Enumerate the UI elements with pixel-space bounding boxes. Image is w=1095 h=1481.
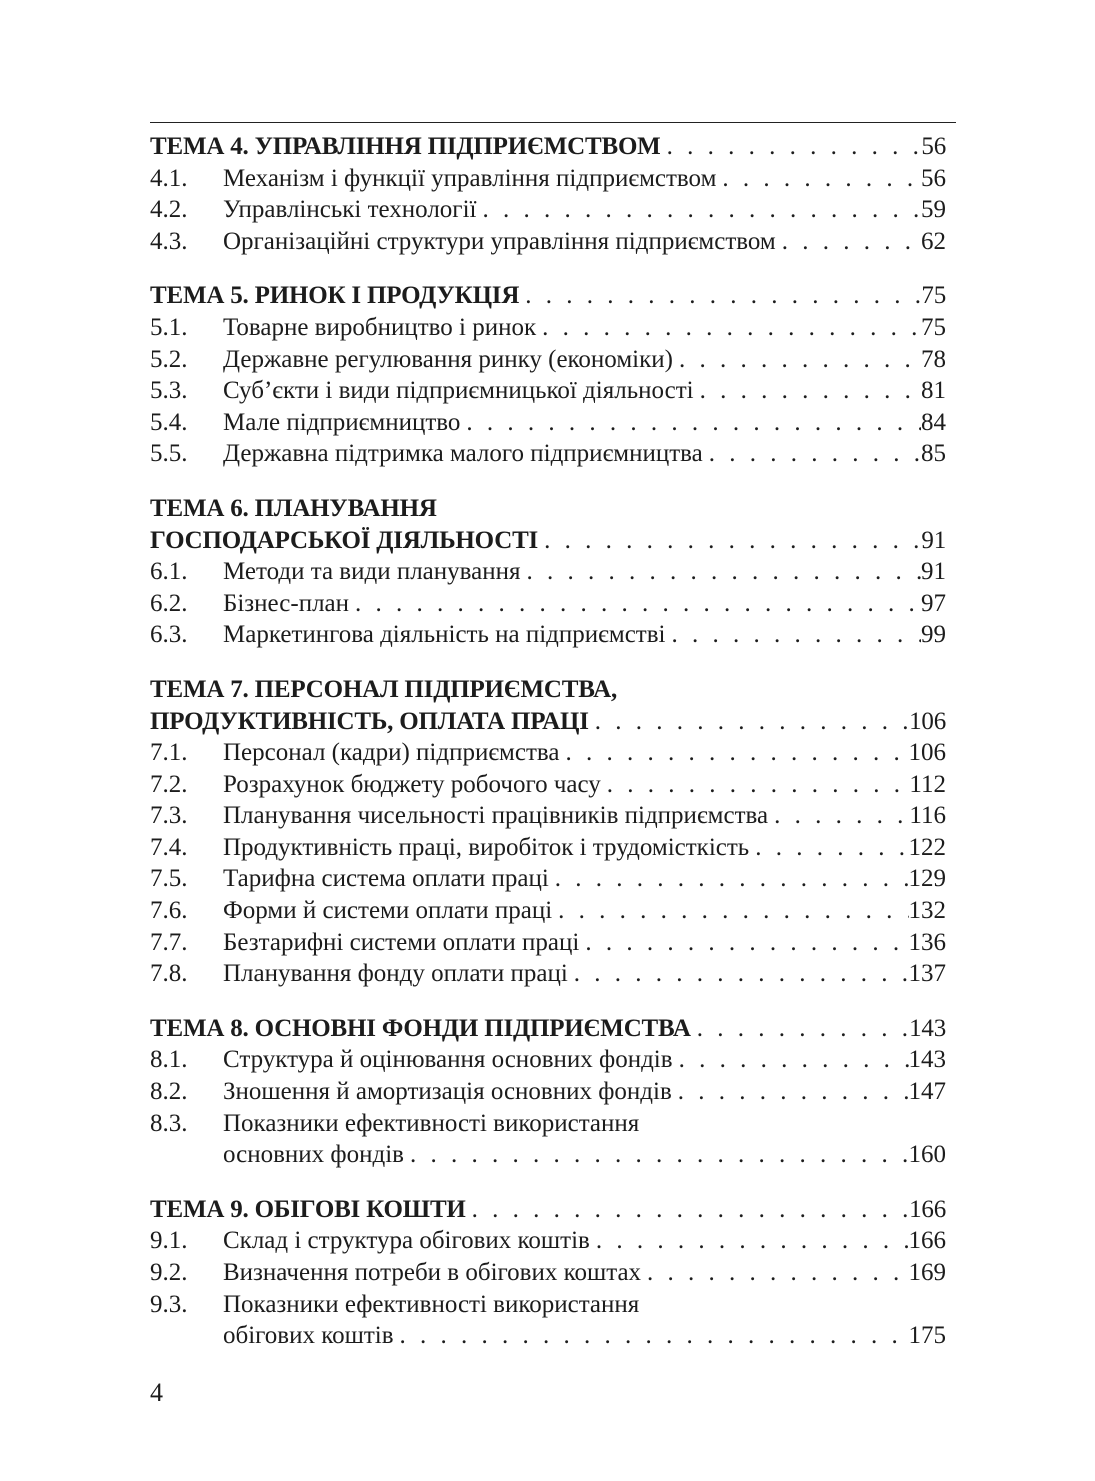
dot-leader bbox=[703, 438, 921, 470]
entry-title: Планування чисельності працівників підприємства bbox=[223, 802, 769, 830]
toc-entry[interactable] bbox=[150, 800, 946, 832]
entry-number: 5.4. bbox=[150, 408, 188, 436]
entry-number: 6.2. bbox=[150, 589, 188, 617]
toc-entry[interactable] bbox=[150, 588, 946, 620]
toc-entry[interactable] bbox=[150, 863, 946, 895]
section-tema-5 bbox=[150, 280, 946, 470]
dot-leader bbox=[538, 525, 921, 557]
section-heading[interactable] bbox=[150, 706, 946, 738]
toc-entry[interactable] bbox=[150, 769, 946, 801]
dot-leader bbox=[590, 1225, 909, 1257]
section-title: ТЕМА 4. УПРАВЛІННЯ ПІДПРИЄМСТВОМ bbox=[150, 133, 661, 160]
dot-leader bbox=[552, 895, 908, 927]
dot-leader bbox=[460, 407, 921, 439]
entry-title: Планування фонду оплати праці bbox=[223, 960, 568, 988]
entry-number: 6.1. bbox=[150, 558, 188, 586]
page-ref: 78 bbox=[921, 345, 946, 373]
entry-number: 8.3. bbox=[150, 1109, 188, 1137]
entry-title: Безтарифні системи оплати праці bbox=[223, 928, 580, 956]
page-ref: 137 bbox=[908, 960, 946, 988]
section-title: ТЕМА 5. РИНОК І ПРОДУКЦІЯ bbox=[150, 282, 520, 310]
entry-number: 5.3. bbox=[150, 377, 188, 405]
entry-number: 8.2. bbox=[150, 1078, 188, 1106]
page-ref: 85 bbox=[921, 440, 946, 468]
entry-title: Мале підприємництво bbox=[223, 408, 461, 436]
toc-entry[interactable] bbox=[150, 226, 946, 258]
page-ref: 91 bbox=[921, 526, 946, 554]
entry-title: Суб’єкти і види підприємницької діяльності bbox=[223, 377, 694, 405]
entry-number: 7.1. bbox=[150, 739, 188, 767]
dot-leader bbox=[349, 588, 921, 620]
section-title: ТЕМА 9. ОБІГОВІ КОШТИ bbox=[150, 1195, 466, 1223]
toc-entry[interactable] bbox=[150, 1289, 946, 1321]
toc-entry[interactable] bbox=[150, 832, 946, 864]
entry-number: 7.7. bbox=[150, 928, 188, 956]
entry-number: 4.1. bbox=[150, 164, 188, 192]
page-ref: 160 bbox=[908, 1141, 946, 1169]
entry-title: Показники ефективності використання bbox=[223, 1109, 640, 1137]
top-rule bbox=[150, 122, 956, 123]
page-ref: 56 bbox=[921, 133, 946, 160]
entry-number: 5.5. bbox=[150, 440, 188, 468]
dot-leader bbox=[466, 1194, 909, 1226]
entry-title: Бізнес-план bbox=[223, 589, 350, 617]
page-ref: 106 bbox=[909, 707, 946, 735]
toc-entry[interactable] bbox=[150, 556, 946, 588]
section-heading-line[interactable] bbox=[150, 674, 946, 706]
section-tema-7 bbox=[150, 674, 946, 990]
page-ref: 99 bbox=[921, 621, 946, 649]
page-ref: 75 bbox=[921, 313, 946, 341]
entry-number: 9.3. bbox=[150, 1290, 188, 1318]
toc-entry[interactable] bbox=[150, 407, 946, 439]
toc-entry[interactable] bbox=[150, 194, 946, 226]
section-title: ТЕМА 6. ПЛАНУВАННЯ bbox=[150, 494, 437, 522]
page-ref: 143 bbox=[908, 1046, 946, 1074]
page-ref: 175 bbox=[908, 1322, 946, 1350]
page-ref: 59 bbox=[921, 196, 946, 224]
page-ref: 132 bbox=[908, 897, 946, 925]
page-ref: 75 bbox=[921, 282, 946, 310]
dot-leader bbox=[568, 958, 909, 990]
dot-leader bbox=[519, 280, 921, 312]
dot-leader bbox=[476, 194, 921, 226]
entry-title: Склад і структура обігових коштів bbox=[223, 1227, 590, 1255]
section-title: ТЕМА 8. ОСНОВНІ ФОНДИ ПІДПРИЄМСТВА bbox=[150, 1014, 691, 1042]
section-title: ПРОДУКТИВНІСТЬ, ОПЛАТА ПРАЦІ bbox=[150, 707, 589, 735]
dot-leader bbox=[694, 375, 921, 407]
entry-number: 6.3. bbox=[150, 621, 188, 649]
dot-leader bbox=[665, 619, 921, 651]
page-number: 4 bbox=[150, 1378, 163, 1407]
toc-entry[interactable] bbox=[150, 1076, 946, 1108]
toc-entry[interactable] bbox=[150, 958, 946, 990]
entry-number: 7.6. bbox=[150, 897, 188, 925]
page-ref: 112 bbox=[909, 770, 946, 798]
page-ref: 81 bbox=[921, 377, 946, 405]
toc-entry[interactable] bbox=[150, 1257, 946, 1289]
page-ref: 91 bbox=[921, 558, 946, 586]
section-tema-4 bbox=[150, 131, 946, 257]
entry-title: Персонал (кадри) підприємства bbox=[223, 739, 560, 767]
entry-title: Показники ефективності використання bbox=[223, 1290, 640, 1318]
toc-entry[interactable] bbox=[150, 927, 946, 959]
entry-number: 7.8. bbox=[150, 960, 188, 988]
section-heading-line[interactable] bbox=[150, 493, 946, 525]
entry-title: Структура й оцінювання основних фондів bbox=[223, 1046, 673, 1074]
toc-entry[interactable] bbox=[150, 375, 946, 407]
dot-leader bbox=[549, 863, 909, 895]
page-ref: 147 bbox=[908, 1078, 946, 1106]
dot-leader bbox=[536, 312, 921, 344]
dot-leader bbox=[749, 832, 908, 864]
page-ref: 106 bbox=[908, 739, 946, 767]
entry-title: Маркетингова діяльність на підприємстві bbox=[223, 621, 666, 649]
entry-number: 9.1. bbox=[150, 1227, 188, 1255]
entry-title: Державне регулювання ринку (економіки) bbox=[223, 345, 673, 373]
dot-leader bbox=[579, 927, 908, 959]
table-of-contents bbox=[150, 131, 946, 1375]
toc-entry[interactable] bbox=[150, 312, 946, 344]
dot-leader bbox=[716, 163, 921, 195]
toc-entry[interactable] bbox=[150, 344, 946, 376]
toc-entry[interactable] bbox=[150, 737, 946, 769]
entry-title: Товарне виробництво і ринок bbox=[223, 313, 537, 341]
toc-entry[interactable] bbox=[150, 163, 946, 195]
dot-leader bbox=[521, 556, 922, 588]
section-heading[interactable] bbox=[150, 525, 946, 557]
section-heading[interactable] bbox=[150, 1194, 946, 1226]
toc-entry-continuation[interactable] bbox=[150, 1320, 946, 1352]
entry-title: Механізм і функції управління підприємством bbox=[223, 164, 717, 192]
entry-number: 4.3. bbox=[150, 227, 188, 255]
toc-entry[interactable] bbox=[150, 619, 946, 651]
toc-entry[interactable] bbox=[150, 1225, 946, 1257]
dot-leader bbox=[601, 769, 910, 801]
page-ref: 116 bbox=[909, 802, 946, 830]
section-tema-6 bbox=[150, 493, 946, 651]
dot-leader bbox=[673, 1044, 909, 1076]
entry-number: 4.2. bbox=[150, 196, 188, 224]
dot-leader bbox=[559, 737, 908, 769]
page-ref: 166 bbox=[908, 1227, 946, 1255]
section-heading[interactable] bbox=[150, 1013, 946, 1045]
page-ref: 84 bbox=[921, 408, 946, 436]
page-ref: 129 bbox=[908, 865, 946, 893]
page-ref: 143 bbox=[909, 1014, 946, 1042]
dot-leader bbox=[691, 1013, 909, 1045]
entry-number: 5.2. bbox=[150, 345, 188, 373]
section-heading[interactable] bbox=[150, 280, 946, 312]
entry-number: 5.1. bbox=[150, 313, 188, 341]
entry-title: основних фондів bbox=[223, 1141, 404, 1169]
entry-title: Розрахунок бюджету робочого часу bbox=[223, 770, 601, 798]
toc-entry[interactable] bbox=[150, 1108, 946, 1140]
page-ref: 122 bbox=[908, 833, 946, 861]
page-ref: 62 bbox=[921, 227, 946, 255]
toc-entry-continuation[interactable] bbox=[150, 1139, 946, 1171]
dot-leader bbox=[394, 1320, 909, 1352]
dot-leader bbox=[673, 344, 921, 376]
page-ref: 169 bbox=[908, 1259, 946, 1286]
page-ref: 56 bbox=[921, 164, 946, 192]
entry-number: 9.2. bbox=[150, 1259, 188, 1286]
entry-title: Державна підтримка малого підприємництва bbox=[223, 440, 703, 468]
section-heading[interactable] bbox=[150, 131, 946, 163]
entry-number: 7.4. bbox=[150, 833, 188, 861]
entry-title: Методи та види планування bbox=[223, 558, 521, 586]
entry-title: Управлінські технології bbox=[223, 196, 477, 224]
toc-entry[interactable] bbox=[150, 438, 946, 470]
dot-leader bbox=[404, 1139, 909, 1171]
entry-title: Продуктивність праці, виробіток і трудомісткість bbox=[223, 833, 750, 861]
dot-leader bbox=[672, 1076, 909, 1108]
dot-leader bbox=[589, 706, 909, 738]
entry-title: обігових коштів bbox=[223, 1322, 394, 1350]
entry-number: 7.3. bbox=[150, 802, 188, 830]
entry-title: Тарифна система оплати праці bbox=[223, 865, 549, 893]
entry-number: 8.1. bbox=[150, 1046, 188, 1074]
section-tema-8 bbox=[150, 1013, 946, 1171]
page-ref: 97 bbox=[921, 589, 946, 617]
entry-title: Форми й системи оплати праці bbox=[223, 897, 553, 925]
page-ref: 166 bbox=[909, 1195, 946, 1223]
toc-entry[interactable] bbox=[150, 895, 946, 927]
dot-leader bbox=[661, 131, 922, 163]
page-ref: 136 bbox=[908, 928, 946, 956]
entry-title: Зношення й амортизація основних фондів bbox=[223, 1078, 672, 1106]
section-title: ТЕМА 7. ПЕРСОНАЛ ПІДПРИЄМСТВА, bbox=[150, 675, 618, 703]
entry-title: Організаційні структури управління підприємством bbox=[223, 227, 776, 255]
dot-leader bbox=[776, 226, 921, 258]
dot-leader bbox=[641, 1257, 908, 1289]
entry-number: 7.2. bbox=[150, 770, 188, 798]
entry-number: 7.5. bbox=[150, 865, 188, 893]
toc-entry[interactable] bbox=[150, 1044, 946, 1076]
section-title: ГОСПОДАРСЬКОЇ ДІЯЛЬНОСТІ bbox=[150, 526, 539, 554]
section-tema-9 bbox=[150, 1194, 946, 1352]
dot-leader bbox=[768, 800, 909, 832]
entry-title: Визначення потреби в обігових коштах bbox=[223, 1259, 642, 1286]
